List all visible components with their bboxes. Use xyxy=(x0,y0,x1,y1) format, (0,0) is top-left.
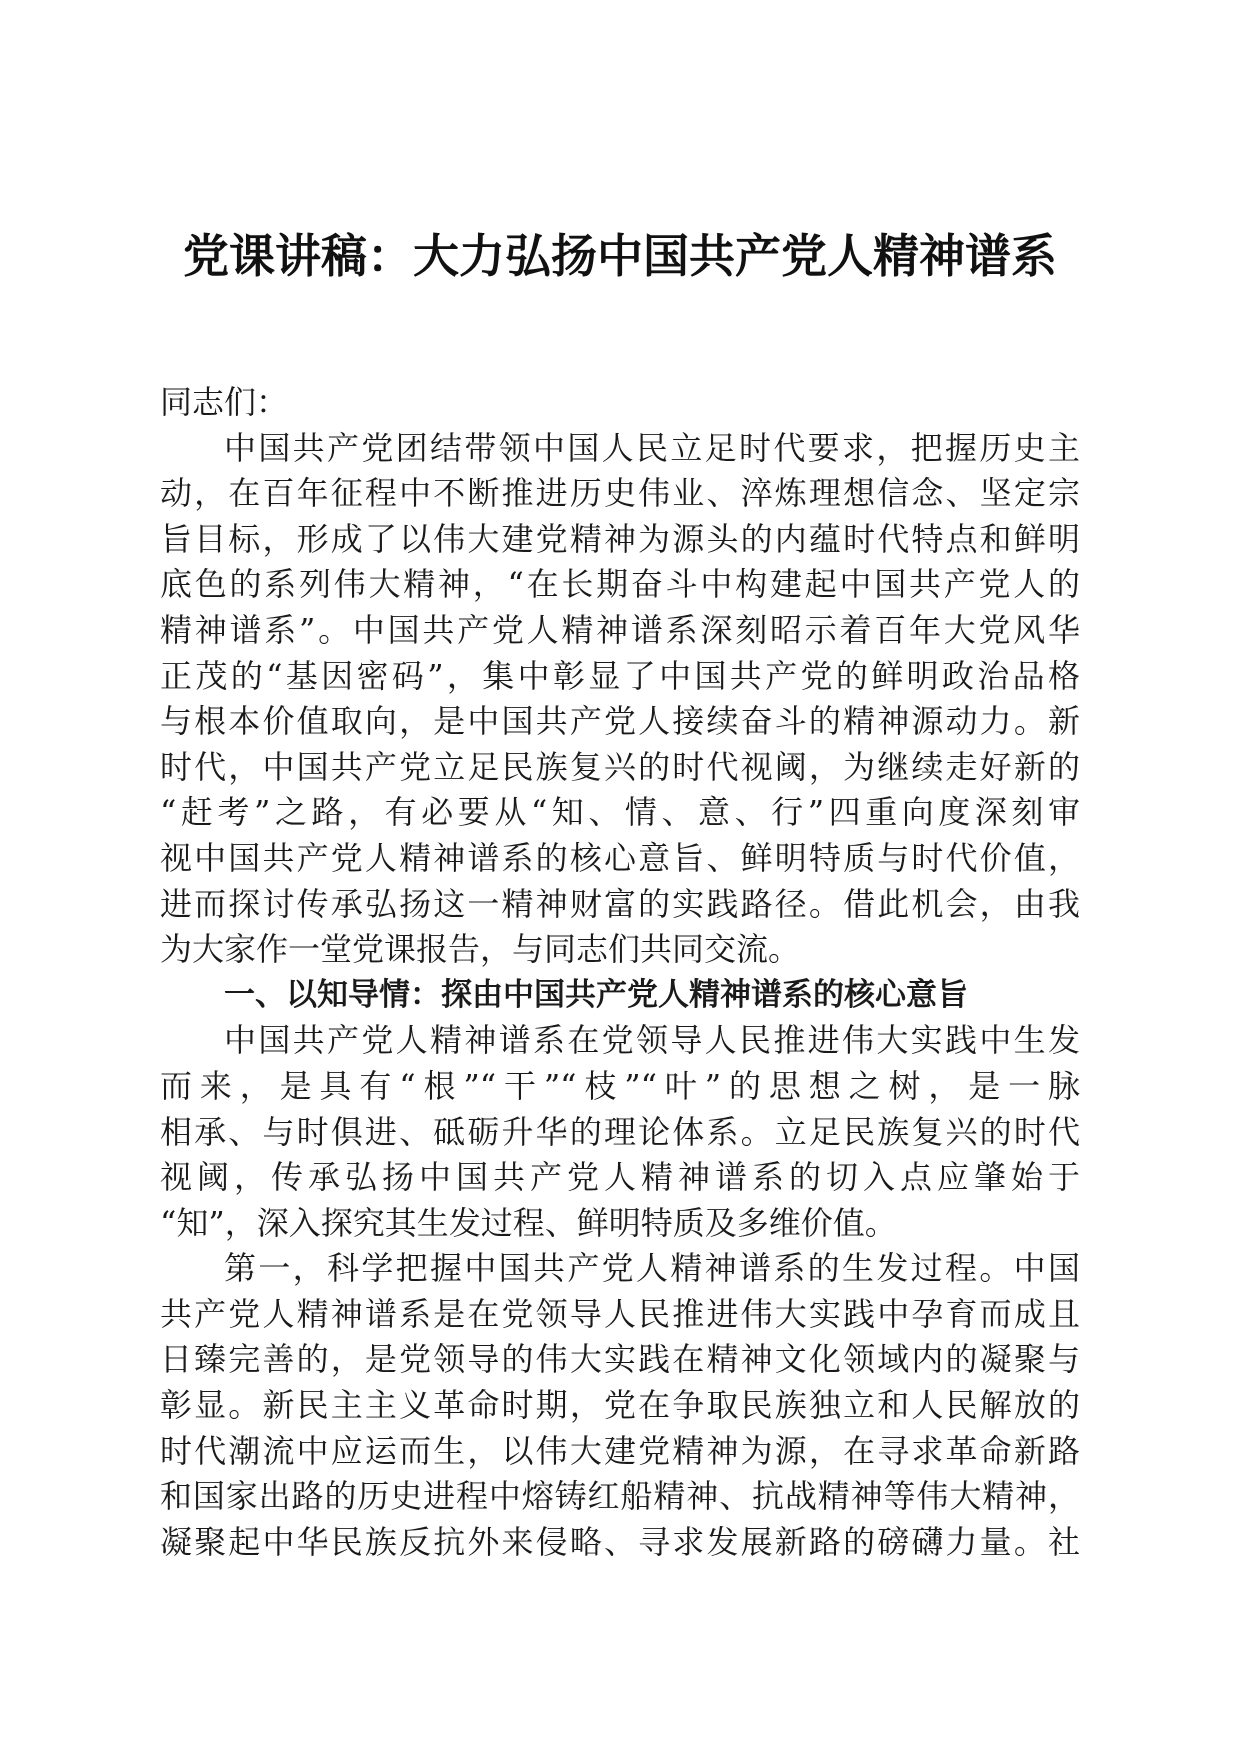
paragraph-line: 凝聚起中华民族反抗外来侵略、寻求发展新路的磅礴力量。社 xyxy=(160,1522,1080,1561)
paragraph-line: 旨目标，形成了以伟大建党精神为源头的内蕴时代特点和鲜明 xyxy=(160,519,1080,558)
paragraph-line: 时代潮流中应运而生，以伟大建党精神为源，在寻求革命新路 xyxy=(160,1431,1080,1470)
paragraph-line: 中国共产党团结带领中国人民立足时代要求，把握历史主 xyxy=(224,428,1080,467)
paragraph-line: “赶考”之路，有必要从“知、情、意、行”四重向度深刻审 xyxy=(160,793,1080,832)
paragraph-line: 相承、与时俱进、砥砺升华的理论体系。立足民族复兴的时代 xyxy=(160,1112,1080,1151)
paragraph-line: 与根本价值取向，是中国共产党人接续奋斗的精神源动力。新 xyxy=(160,702,1080,741)
paragraph-line: 视中国共产党人精神谱系的核心意旨、鲜明特质与时代价值， xyxy=(160,838,1080,877)
paragraph-line: 彰显。新民主主义革命时期，党在争取民族独立和人民解放的 xyxy=(160,1386,1080,1425)
section-heading: 一、以知导情：探由中国共产党人精神谱系的核心意旨 xyxy=(224,976,968,1013)
paragraph-line: 而来，是具有“根”“干”“枝”“叶”的思想之树，是一脉 xyxy=(160,1066,1080,1105)
paragraph-line: 正茂的“基因密码”，集中彰显了中国共产党的鲜明政治品格 xyxy=(160,656,1080,695)
paragraph-line: 精神谱系”。中国共产党人精神谱系深刻昭示着百年大党风华 xyxy=(160,610,1080,649)
paragraph-line: 时代，中国共产党立足民族复兴的时代视阈，为继续走好新的 xyxy=(160,747,1080,786)
document-title: 党课讲稿：大力弘扬中国共产党人精神谱系 xyxy=(183,229,1057,283)
salutation-line: 同志们： xyxy=(160,383,289,421)
paragraph-line: 中国共产党人精神谱系在党领导人民推进伟大实践中生发 xyxy=(224,1021,1080,1060)
paragraph-line: 视阈，传承弘扬中国共产党人精神谱系的切入点应肇始于 xyxy=(160,1158,1080,1197)
paragraph-line: “知”，深入探究其生发过程、鲜明特质及多维价值。 xyxy=(160,1203,897,1242)
paragraph-line: 第一，科学把握中国共产党人精神谱系的生发过程。中国 xyxy=(224,1249,1080,1288)
paragraph-line: 和国家出路的历史进程中熔铸红船精神、抗战精神等伟大精神， xyxy=(160,1477,1080,1516)
paragraph-line: 底色的系列伟大精神，“在长期奋斗中构建起中国共产党人的 xyxy=(160,565,1080,604)
paragraph-line: 动，在百年征程中不断推进历史伟业、淬炼理想信念、坚定宗 xyxy=(160,474,1080,513)
paragraph-line: 进而探讨传承弘扬这一精神财富的实践路径。借此机会，由我 xyxy=(160,884,1080,923)
document-body xyxy=(160,380,1080,1565)
paragraph-line: 日臻完善的，是党领导的伟大实践在精神文化领域内的凝聚与 xyxy=(160,1340,1080,1379)
paragraph-line: 为大家作一堂党课报告，与同志们共同交流。 xyxy=(160,930,801,969)
paragraph-line: 共产党人精神谱系是在党领导人民推进伟大实践中孕育而成且 xyxy=(160,1294,1080,1333)
